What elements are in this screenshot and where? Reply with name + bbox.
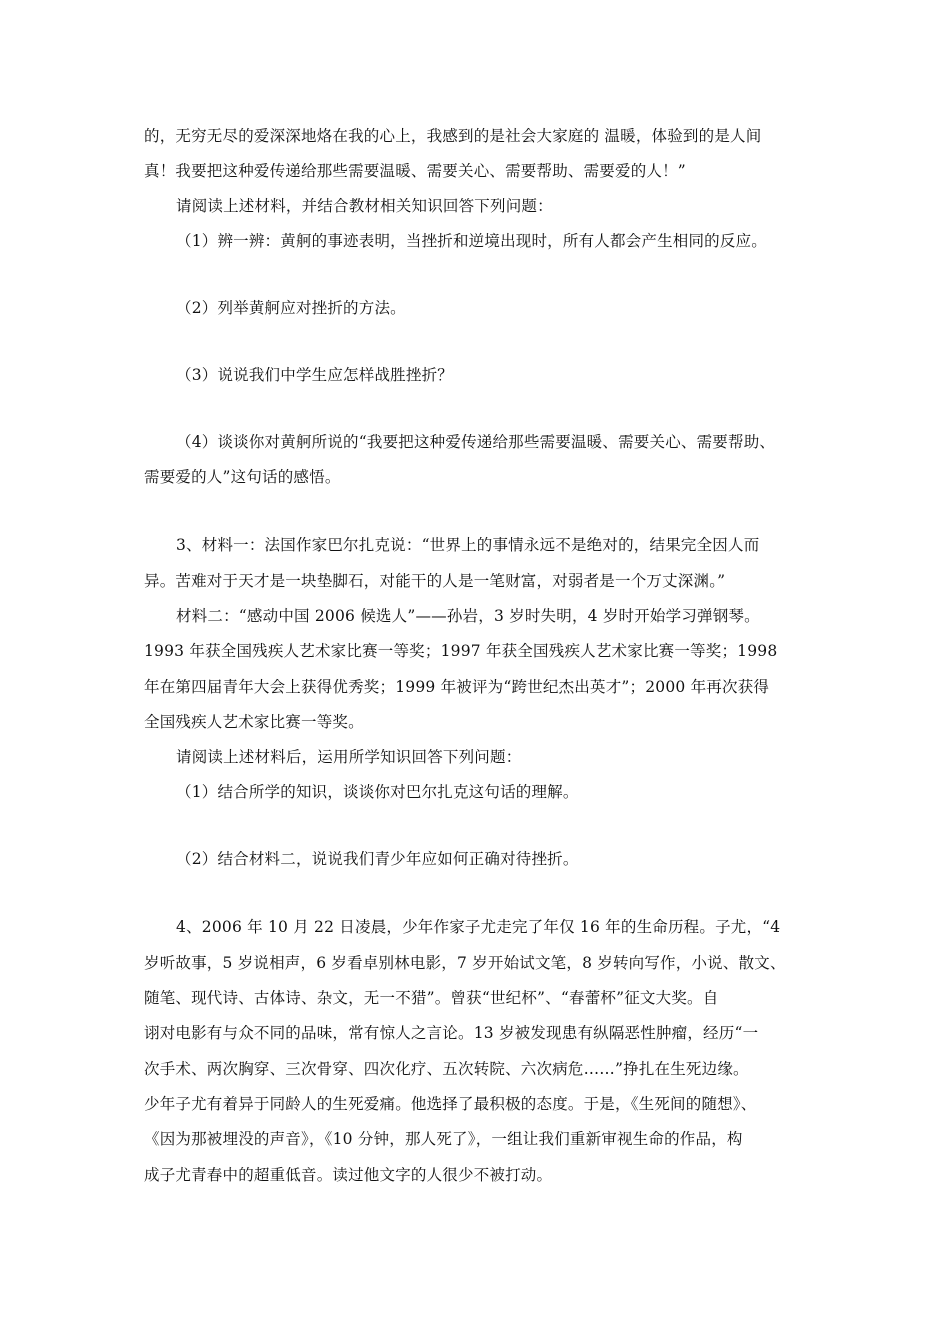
question-3-material-2-cont-1: 1993 年获全国残疾人艺术家比赛一等奖；1997 年获全国残疾人艺术家比赛一等奖；1998 — [144, 642, 778, 660]
question-3-instruction: 请阅读上述材料后，运用所学知识回答下列问题： — [176, 748, 522, 766]
question-4-line-5: 次手术、两次胸穿、三次骨穿、四次化疗、五次转院、六次病危……”挣扎在生死边缘。 — [144, 1060, 749, 1078]
question-3-material-1: 3、材料一：法国作家巴尔扎克说：“世界上的事情永远不是绝对的，结果完全因人而 — [176, 536, 760, 554]
question-3-material-1-cont: 异。苦难对于天才是一块垫脚石，对能干的人是一笔财富，对弱者是一个万丈深渊。” — [144, 572, 726, 590]
question-4-line-7: 《因为那被埋没的声音》，《10 分钟，那人死了》，一组让我们重新审视生命的作品，构 — [144, 1130, 743, 1148]
question-3-material-2-cont-2: 年在第四届青年大会上获得优秀奖；1999 年被评为“跨世纪杰出英才”；2000 年再次获得 — [144, 678, 770, 696]
question-3-1: （1）结合所学的知识，谈谈你对巴尔扎克这句话的理解。 — [176, 783, 579, 801]
question-4-line-3: 随笔、现代诗、古体诗、杂文，无一不猎”。曾获“世纪杯”、“春蕾杯”征文大奖。自 — [144, 989, 719, 1007]
question-4-line-6: 少年子尤有着异于同龄人的生死爱痛。他选择了最积极的态度。于是，《生死间的随想》、 — [144, 1095, 757, 1113]
instruction-line: 请阅读上述材料，并结合教材相关知识回答下列问题： — [176, 197, 553, 215]
question-2-4: （4）谈谈你对黄舸所说的“我要把这种爱传递给那些需要温暖、需要关心、需要帮助、 — [176, 433, 776, 451]
question-4-line-1: 4、2006 年 10 月 22 日凌晨，少年作家子尤走完了年仅 16 年的生命历程。子尤，“4 — [176, 918, 781, 936]
question-3-2: （2）结合材料二，说说我们青少年应如何正确对待挫折。 — [176, 850, 579, 868]
question-2-3: （3）说说我们中学生应怎样战胜挫折？ — [176, 366, 453, 384]
text-line-2: 真！我要把这种爱传递给那些需要温暖、需要关心、需要帮助、需要爱的人！” — [144, 162, 686, 180]
question-4-line-8: 成子尤青春中的超重低音。读过他文字的人很少不被打动。 — [144, 1166, 553, 1184]
question-4-line-2: 岁听故事，5 岁说相声，6 岁看卓别林电影，7 岁开始试文笔，8 岁转向写作，小说、散文、 — [144, 954, 786, 972]
question-2-2: （2）列举黄舸应对挫折的方法。 — [176, 299, 406, 317]
question-4-line-4: 诩对电影有与众不同的品味，常有惊人之言论。13 岁被发现患有纵隔恶性肿瘤，经历“一 — [144, 1024, 759, 1042]
question-3-material-2: 材料二：“感动中国 2006 候选人”——孙岩，3 岁时失明，4 岁时开始学习弹钢琴。 — [176, 607, 760, 625]
question-2-1: （1）辨一辨：黄舸的事迹表明，当挫折和逆境出现时，所有人都会产生相同的反应。 — [176, 232, 767, 250]
question-2-4-cont: 需要爱的人”这句话的感悟。 — [144, 468, 341, 486]
question-3-material-2-cont-3: 全国残疾人艺术家比赛一等奖。 — [144, 713, 364, 731]
text-line-1: 的，无穷无尽的爱深深地烙在我的心上，我感到的是社会大家庭的 温暖，体验到的是人间 — [144, 127, 762, 145]
